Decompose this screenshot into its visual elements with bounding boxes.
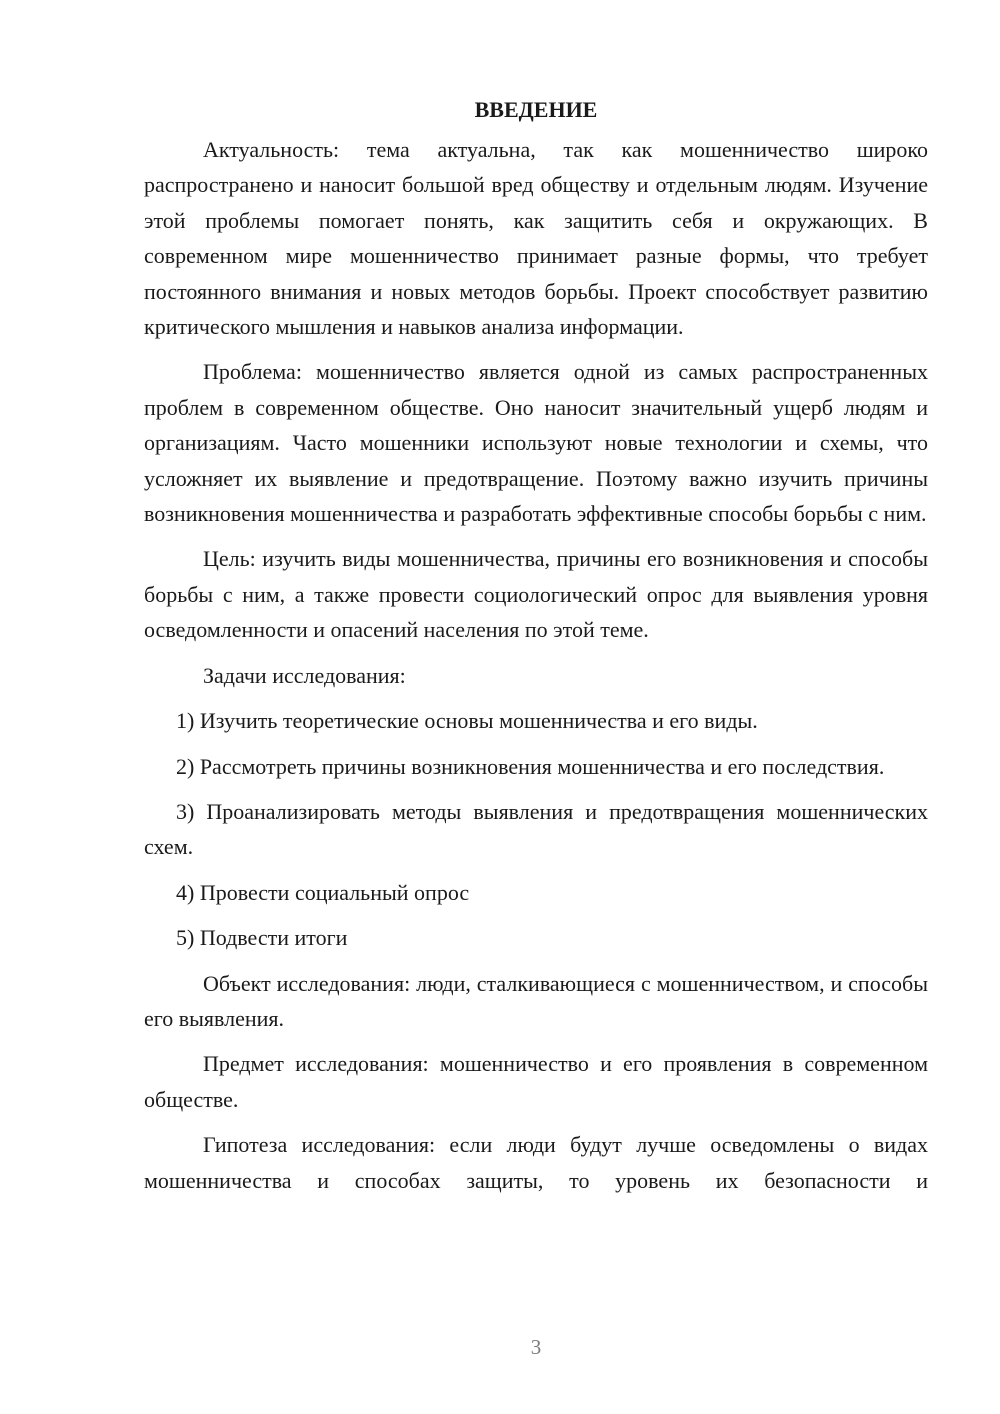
tasks-title: Задачи исследования:: [203, 662, 406, 688]
hypothesis-paragraph: Гипотеза исследования: если люди будут лучше осведомлены о видах мошенничества и способах защиты, то уровень их безопасности и: [144, 1132, 928, 1193]
problem-paragraph: Проблема: мошенничество является одной из самых распространенных проблем в современном обществе. Оно наносит значительный ущерб людям и организациям. Часто мошенники используют новые технологии и схемы, что усложняет их выявление и предотвращение. Поэтому важно изучить причины возникновения мошенничества и разработать эффективные способы борьбы с ним.: [144, 359, 928, 527]
object-paragraph: Объект исследования: люди, сталкивающиеся с мошенничеством, и способы его выявления.: [144, 970, 928, 1031]
relevance-paragraph: Актуальность: тема актуальна, так как мошенничество широко распространено и наносит большой вред обществу и отдельным людям. Изучение этой проблемы помогает понять, как защитить себя и окружающих. В современном мире мошенничество принимает разные формы, что требует постоянного внимания и новых методов борьбы. Проект способствует развитию критического мышления и навыков анализа информации.: [144, 137, 928, 340]
task-item-3: 3) Проанализировать методы выявления и предотвращения мошеннических схем.: [144, 798, 928, 860]
task-item-4: 4) Провести социальный опрос: [176, 879, 470, 905]
task-item-5: 5) Подвести итоги: [176, 925, 348, 951]
task-item-1: 1) Изучить теоретические основы мошенничества и его виды.: [176, 708, 758, 734]
page-content: [144, 92, 928, 1208]
task-item-2: 2) Рассмотреть причины возникновения мошенничества и его последствия.: [176, 753, 885, 779]
subject-paragraph: Предмет исследования: мошенничество и его проявления в современном обществе.: [144, 1051, 928, 1112]
goal-paragraph: Цель: изучить виды мошенничества, причины его возникновения и способы борьбы с ним, а также провести социологический опрос для выявления уровня осведомленности и опасений населения по этой теме.: [144, 546, 928, 643]
page-number: 3: [530, 1335, 542, 1359]
section-heading: ВВЕДЕНИЕ: [474, 97, 598, 122]
